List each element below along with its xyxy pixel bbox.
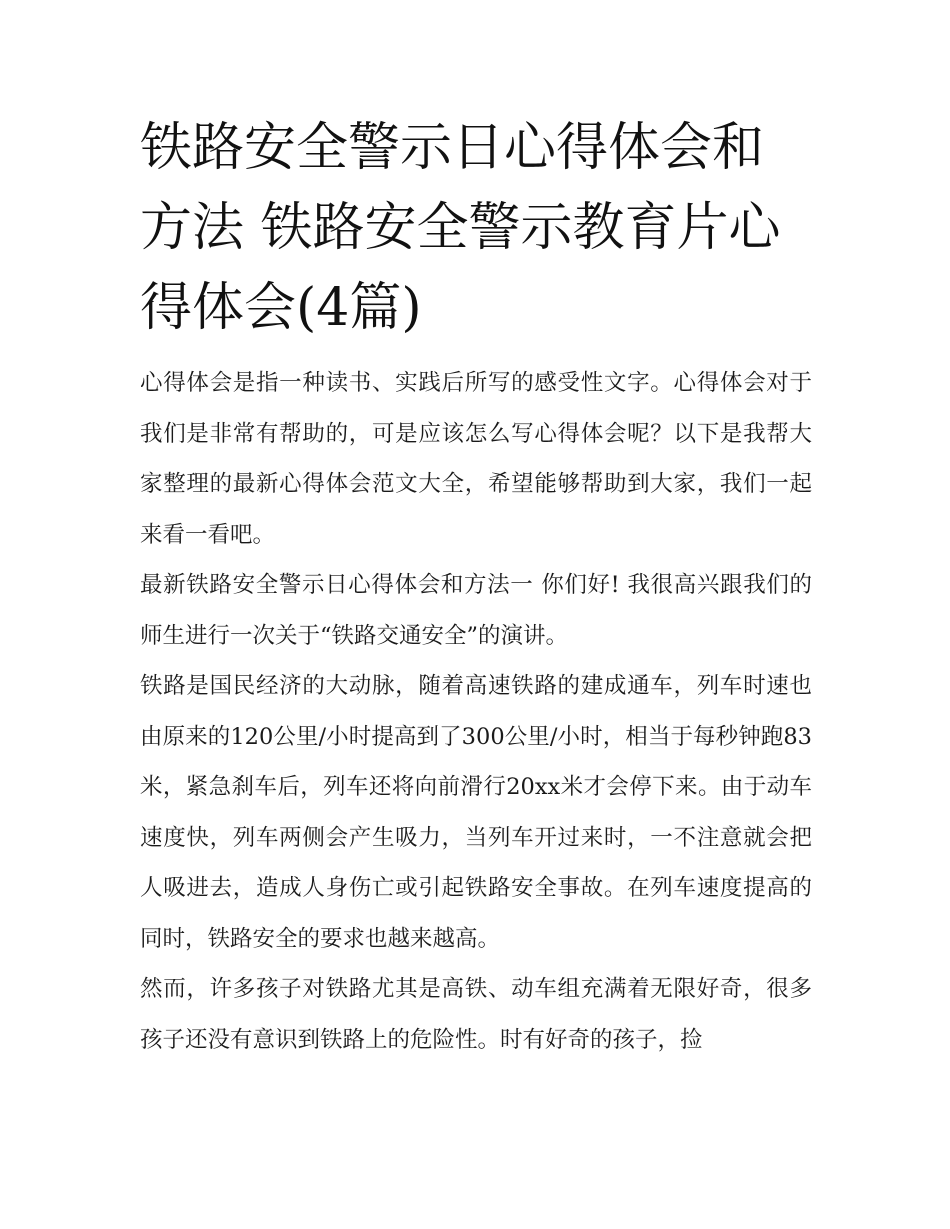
document-body bbox=[140, 108, 812, 1065]
document-title: 铁路安全警示日心得体会和方法 铁路安全警示教育片心得体会(4篇) bbox=[140, 118, 781, 338]
paragraph-intro: 心得体会是指一种读书、实践后所写的感受性文字。心得体会对于我们是非常有帮助的，可是应该怎么写心得体会呢？以下是我帮大家整理的最新心得体会范文大全，希望能够帮助到大家，我们一起来看一看吧。 bbox=[140, 370, 812, 548]
paragraph-children-curiosity: 然而，许多孩子对铁路尤其是高铁、动车组充满着无限好奇，很多孩子还没有意识到铁路上的危险性。时有好奇的孩子，捡 bbox=[140, 976, 812, 1053]
paragraph-railway-speed: 铁路是国民经济的大动脉，随着高速铁路的建成通车，列车时速也由原来的120公里/小时提高到了300公里/小时，相当于每秒钟跑83米，紧急刹车后，列车还将向前滑行20xx米才会停下来。由于动车速度快，列车两侧会产生吸力，当列车开过来时，一不注意就会把人吸进去，造成人身伤亡或引起铁路安全事故。在列车速度提高的同时，铁路安全的要求也越来越高。 bbox=[140, 673, 812, 952]
paragraph-section-one-opening: 最新铁路安全警示日心得体会和方法一 你们好! 我很高兴跟我们的师生进行一次关于“铁路交通安全”的演讲。 bbox=[140, 572, 812, 649]
